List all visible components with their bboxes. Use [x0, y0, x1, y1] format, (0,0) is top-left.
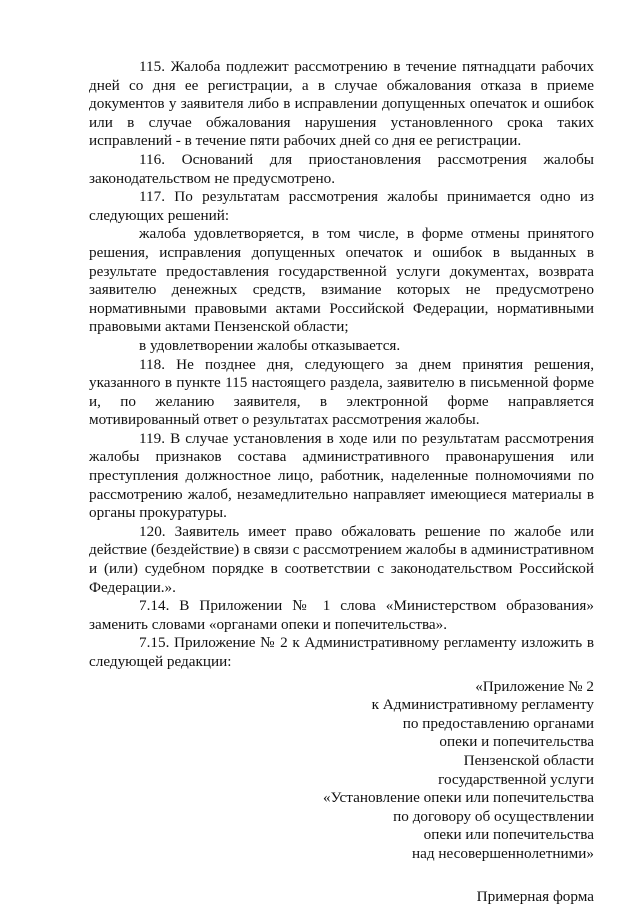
appendix-line: по договору об осуществлении	[393, 807, 594, 825]
appendix-line: опеки и попечительства	[439, 733, 594, 751]
appendix-line: над несовершеннолетними»	[411, 844, 594, 862]
appendix-header	[89, 678, 594, 864]
paragraph-119: 119. В случае установления в ходе или по результатам рассмотрения жалобы признаков состава административного правонарушения или преступления должностное лицо, работник, наделенные полномочиями по рассмотрению жалоб, незамедлительно направляет имеющиеся материалы в органы прокуратуры.	[89, 429, 594, 522]
appendix-line: Пензенской области	[463, 751, 594, 769]
paragraph-120: 120. Заявитель имеет право обжаловать решение по жалобе или действие (бездействие) в связи с рассмотрением жалобы в административном и (или) судебном порядке в соответствии с законодательством Российской Федерации.».	[89, 522, 594, 596]
appendix-line: «Установление опеки или попечительства	[323, 789, 594, 807]
paragraph-116: 116. Оснований для приостановления рассмотрения жалобы законодательством не предусмотрено.	[89, 150, 594, 187]
paragraph-118: 118. Не позднее дня, следующего за днем принятия решения, указанного в пункте 115 настоящего раздела, заявителю в письменной форме и, по желанию заявителя, в электронной форме направляется мотивированный ответ о результатах рассмотрения жалобы.	[89, 355, 594, 429]
paragraph-117: 117. По результатам рассмотрения жалобы принимается одно из следующих решений:	[89, 188, 594, 224]
appendix-line: по предоставлению органами	[402, 714, 594, 732]
paragraph-115: 115. Жалоба подлежит рассмотрению в течение пятнадцати рабочих дней со дня ее регистрации, а в случае обжалования отказа в приеме документов у заявителя либо в исправлении допущенных опечаток и ошибок или в случае обжалования нарушения установленного срока таких исправлений - в течение пяти рабочих дней со дня ее регистрации.	[89, 58, 594, 150]
paragraph-7-14: 7.14. В Приложении № 1 слова «Министерством образования» заменить словами «органами опеки и попечительства».	[89, 597, 594, 633]
appendix-line: к Административному регламенту	[371, 696, 594, 714]
appendix-line: государственной услуги	[438, 770, 594, 788]
paragraph-decision-refuse: в удовлетворении жалобы отказывается.	[139, 336, 401, 354]
form-label: Примерная форма	[476, 887, 594, 905]
paragraph-decision-satisfy: жалоба удовлетворяется, в том числе, в форме отмены принятого решения, исправления допущенных опечаток и ошибок в выданных в результате предоставления государственной услуги документах, возврата заявителю денежных средств, взимание которых не предусмотрено нормативными правовыми актами Российской Федерации, нормативными правовыми актами Пензенской области;	[89, 225, 594, 336]
paragraph-7-15: 7.15. Приложение № 2 к Административному регламенту изложить в следующей редакции:	[89, 634, 594, 670]
document-page	[89, 58, 594, 906]
appendix-line: опеки или попечительства	[423, 826, 594, 844]
appendix-line: «Приложение № 2	[475, 677, 594, 695]
